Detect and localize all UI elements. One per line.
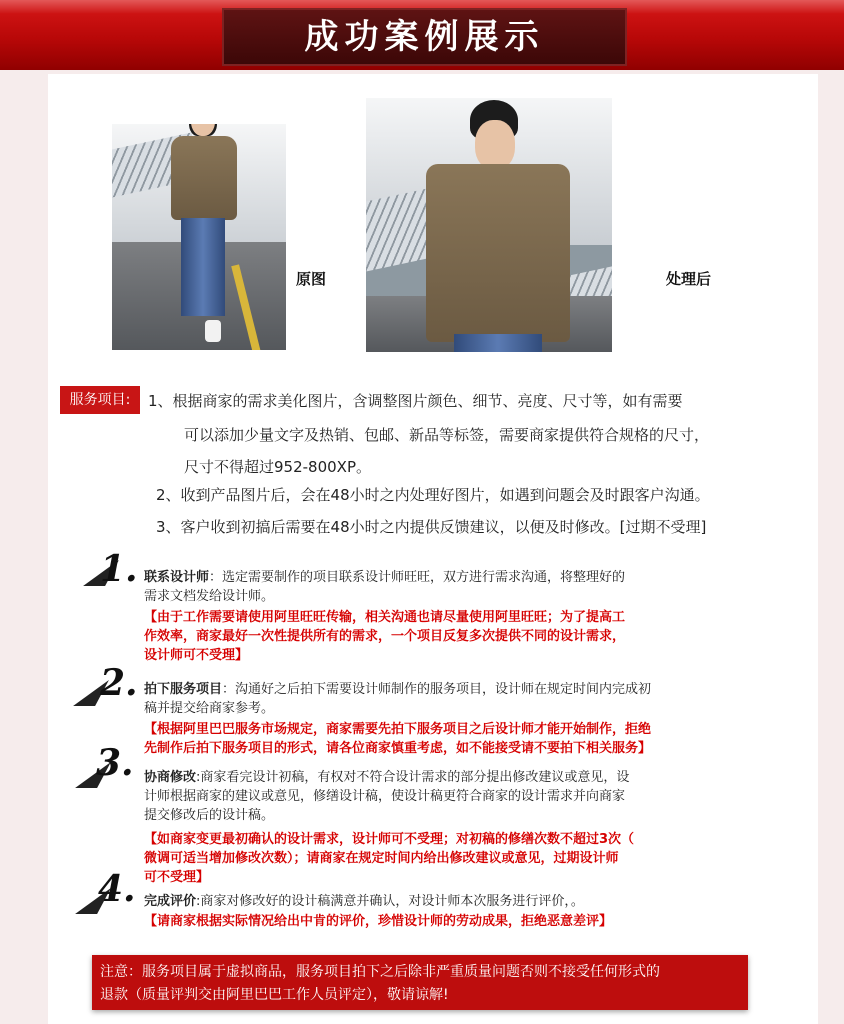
red-note-line: 设计师可不受理】 <box>144 648 249 663</box>
step-3-text <box>144 768 629 825</box>
step-1-title: 联系设计师 <box>144 570 210 585</box>
model-figure <box>167 124 247 350</box>
after-photo <box>366 98 612 352</box>
red-note-line: 微调可适当增加修改次数）；请商家在规定时间内给出修改建议或意见，过期设计师 <box>144 851 619 866</box>
step-2-title: 拍下服务项目 <box>144 682 223 697</box>
service-line: 尺寸不得超过952-800XP。 <box>184 458 371 476</box>
red-note-line: 作效率，商家最好一次性提供所有的需求，一个项目反复多次提供不同的设计需求， <box>144 629 626 644</box>
step-3-number: 3. <box>96 742 134 784</box>
step-3-red-note <box>144 830 634 887</box>
before-label: 原图 <box>296 270 327 288</box>
notice-line: 注意：服务项目属于虚拟商品，服务项目拍下之后除非严重质量问题否则不接受任何形式的 <box>100 964 660 980</box>
service-line: 2、收到产品图片后，会在48小时之内处理好图片，如遇到问题会及时跟客户沟通。 <box>156 486 710 504</box>
step-3-desc: 提交修改后的设计稿。 <box>144 808 275 823</box>
shoe <box>205 320 221 342</box>
red-note-line: 【如商家变更最初确认的设计需求，设计师可不受理；对初稿的修缮次数不超过3次（ <box>144 832 635 847</box>
red-note-line: 【请商家根据实际情况给出中肯的评价，珍惜设计师的劳动成果，拒绝恶意差评】 <box>144 914 613 929</box>
notice-line: 退款（质量评判交由阿里巴巴工作人员评定），敬请谅解! <box>100 987 449 1003</box>
step-1-number: 1. <box>100 548 138 590</box>
step-3-desc: 计师根据商家的建议或意见，修缮设计稿，使设计稿更符合商家的设计需求并向商家 <box>144 789 626 804</box>
step-2-desc: ：沟通好之后拍下需要设计师制作的服务项目，设计师在规定时间内完成初 <box>222 682 652 697</box>
jeans <box>181 218 225 316</box>
service-line: 3、客户收到初搞后需要在48小时之内提供反馈建议，以便及时修改。[过期不受理] <box>156 518 707 536</box>
step-2-number: 2. <box>100 662 138 704</box>
step-1-red-note <box>144 608 625 665</box>
service-line: 可以添加少量文字及热销、包邮、新品等标签，需要商家提供符合规格的尺寸， <box>184 426 710 444</box>
jacket <box>426 164 570 342</box>
model-figure <box>422 98 572 352</box>
step-3-title: 协商修改 <box>144 770 197 785</box>
step-1-desc: 需求文档发给设计师。 <box>144 589 275 604</box>
red-note-line: 【根据阿里巴巴服务市场规定，商家需要先拍下服务项目之后设计师才能开始制作，拒绝 <box>144 722 652 737</box>
step-4-desc: :商家对修改好的设计稿满意并确认，对设计师本次服务进行评价，。 <box>196 894 584 909</box>
step-4-red-note <box>144 912 612 931</box>
step-3-desc: :商家看完设计初稿，有权对不符合设计需求的部分提出修改建议或意见，设 <box>196 770 630 785</box>
step-2-text <box>144 680 651 718</box>
red-note-line: 先制作后拍下服务项目的形式，请各位商家慎重考虑，如不能接受请不要拍下相关服务】 <box>144 741 652 756</box>
service-line: 1、根据商家的需求美化图片，含调整图片颜色、细节、亮度、尺寸等，如有需要 <box>148 392 683 410</box>
notice-box <box>92 955 748 1010</box>
step-1-desc: ：选定需要制作的项目联系设计师旺旺，双方进行需求沟通，将整理好的 <box>209 570 626 585</box>
title-plate <box>222 8 627 66</box>
step-1-text <box>144 568 625 606</box>
step-2-red-note <box>144 720 651 758</box>
page-title: 成功案例展示 <box>304 17 545 57</box>
jeans <box>454 334 542 352</box>
before-photo <box>112 124 286 350</box>
red-note-line: 可不受理】 <box>144 870 210 885</box>
red-note-line: 【由于工作需要请使用阿里旺旺传输，相关沟通也请尽量使用阿里旺旺；为了提高工 <box>144 610 626 625</box>
jacket <box>171 136 237 220</box>
step-4-number: 4. <box>98 868 136 910</box>
step-4-text <box>144 892 584 911</box>
service-badge: 服务项目: <box>60 386 140 414</box>
after-label: 处理后 <box>666 270 712 288</box>
step-2-desc: 稿并提交给商家参考。 <box>144 701 275 716</box>
step-4-title: 完成评价 <box>144 894 197 909</box>
head <box>475 120 515 170</box>
